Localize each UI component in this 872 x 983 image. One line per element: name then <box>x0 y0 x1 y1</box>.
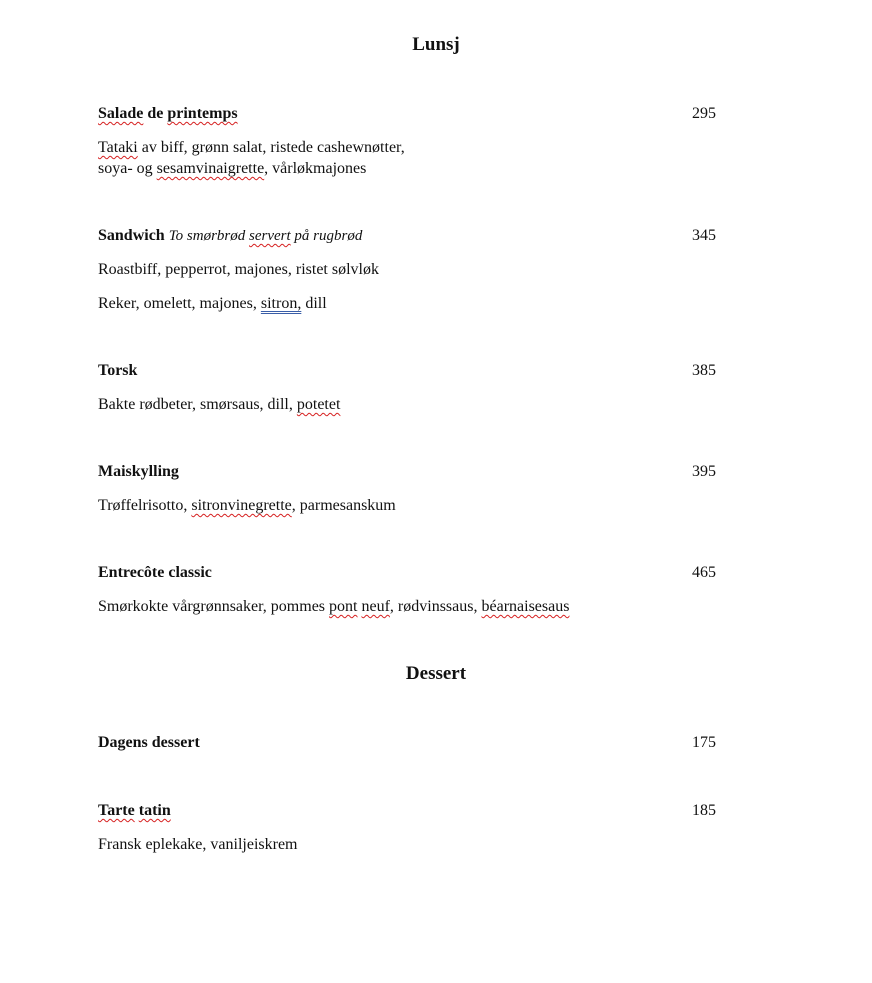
dish-name-sandwich <box>98 226 362 246</box>
dish-name-tarte-tatin <box>98 801 171 821</box>
desc-sandwich-option2 <box>98 293 327 314</box>
dish-note-sandwich-part2: servert <box>249 228 291 244</box>
dish-name-torsk: Torsk <box>98 362 138 379</box>
desc-tarte-tatin: Fransk eplekake, vaniljeiskrem <box>98 836 298 853</box>
desc-maiskylling-part2: sitronvinegrette <box>191 497 292 514</box>
desc-sandwich-option2-part1: Reker, omelett, majones, <box>98 295 261 312</box>
dish-name-entrecote: Entrecôte classic <box>98 564 212 581</box>
desc-sandwich-option1: Roastbiff, pepperrot, majones, ristet sølvløk <box>98 261 379 278</box>
dish-name-maiskylling: Maiskylling <box>98 463 179 480</box>
desc-torsk-part2: potetet <box>296 396 341 413</box>
dish-name-salade-part1: Salade <box>98 105 144 122</box>
price-sandwich: 345 <box>692 227 716 244</box>
desc-salade-line1 <box>98 137 405 158</box>
price-entrecote: 465 <box>692 564 716 581</box>
desc-entrecote-part6: béarnaisesaus <box>481 598 570 615</box>
desc-salade-line1-part1: Tataki <box>98 139 138 156</box>
desc-entrecote-part5: , rødvinssaus, <box>389 598 482 615</box>
desc-maiskylling-part3: , parmesanskum <box>291 497 396 514</box>
price-salade: 295 <box>692 105 716 122</box>
desc-sandwich-option2-part3: dill <box>301 295 327 312</box>
desc-salade-line2-part2: sesamvinaigrette <box>156 160 265 177</box>
dish-name-sandwich-label: Sandwich <box>98 227 165 244</box>
dish-name-dagens-dessert: Dagens dessert <box>98 734 200 751</box>
price-dagens-dessert: 175 <box>692 734 716 751</box>
dish-name-salade-part3: printemps <box>167 105 238 122</box>
desc-entrecote-part1: Smørkokte vårgrønnsaker, pommes <box>98 598 330 615</box>
dish-note-sandwich-part3: på rugbrød <box>290 228 363 244</box>
desc-torsk <box>98 394 340 415</box>
desc-maiskylling-part1: Trøffelrisotto, <box>98 497 192 514</box>
dish-note-sandwich <box>169 228 363 244</box>
section-title-dessert: Dessert <box>405 663 467 684</box>
dish-name-tarte-part3: tatin <box>138 802 171 819</box>
desc-salade-line1-part2: av biff, grønn salat, ristede cashewnøtter, <box>137 139 405 156</box>
dish-name-salade <box>98 104 238 124</box>
dish-name-salade-part2: de <box>143 105 168 122</box>
price-tarte-tatin: 185 <box>692 802 716 819</box>
desc-salade-line2-part1: soya- og <box>98 160 157 177</box>
desc-entrecote <box>98 596 569 617</box>
section-title-lunsj: Lunsj <box>412 34 460 55</box>
dish-name-tarte-part1: Tarte <box>98 802 135 819</box>
desc-salade-line2-part3: , vårløkmajones <box>264 160 367 177</box>
price-maiskylling: 395 <box>692 463 716 480</box>
dish-note-sandwich-part1: To smørbrød <box>168 228 250 244</box>
desc-torsk-part1: Bakte rødbeter, smørsaus, dill, <box>98 396 297 413</box>
desc-entrecote-part2: pont <box>329 598 358 615</box>
desc-salade-line2 <box>98 158 366 179</box>
price-torsk: 385 <box>692 362 716 379</box>
desc-maiskylling <box>98 495 396 516</box>
desc-sandwich-option2-part2: sitron, <box>260 295 302 312</box>
desc-entrecote-part4: neuf <box>361 598 390 615</box>
